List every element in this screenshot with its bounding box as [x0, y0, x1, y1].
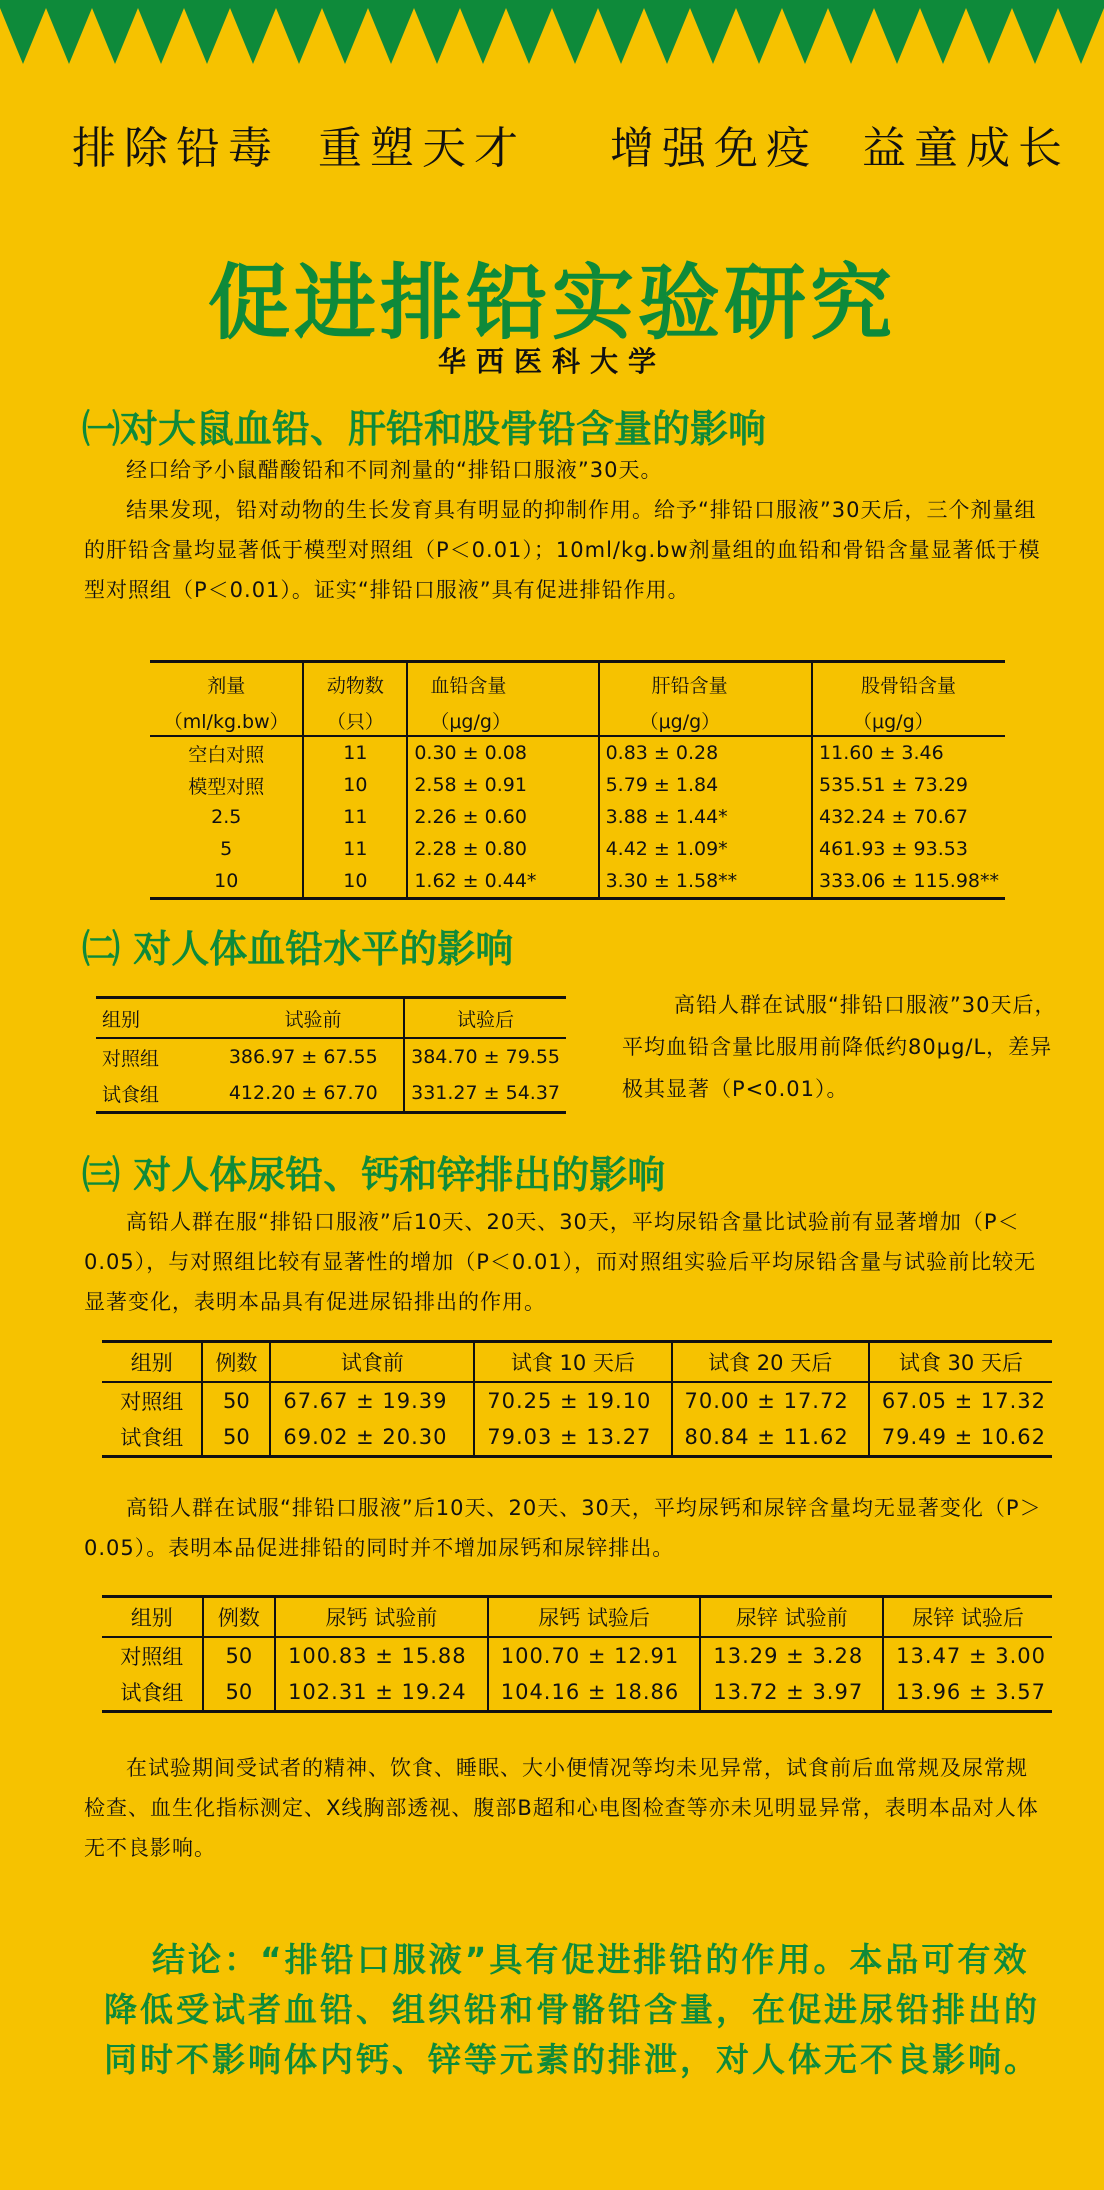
table-cell: 10	[303, 769, 407, 801]
table-header: 组别	[96, 998, 223, 1039]
slogan-2: 重塑天才	[318, 123, 526, 174]
slogan-3: 增强免疫	[610, 123, 818, 174]
conclusion-label: 结论：	[152, 1940, 260, 1979]
table-cell: 2.26 ± 0.60	[407, 801, 598, 833]
table-header: 组别	[102, 1597, 203, 1638]
table-cell: 80.84 ± 11.62	[672, 1419, 869, 1457]
table-header: 尿钙 试验后	[488, 1597, 701, 1638]
section3-paragraph: 高铅人群在试服“排铅口服液”后10天、20天、30天，平均尿钙和尿锌含量均无显著变化（P＞0.05）。表明本品促进排铅的同时并不增加尿钙和尿锌排出。	[84, 1496, 1042, 1560]
section1-paragraph: 结果发现，铅对动物的生长发育具有明显的抑制作用。给予“排铅口服液”30天后，三个剂量组的肝铅含量均显著低于模型对照组（P＜0.01）；10ml/kg.bw剂量组的血铅和骨铅含量显著低于模型对照组（P＜0.01）。证实“排铅口服液”具有促进排铅作用。	[84, 498, 1041, 602]
human-blood-lead-table	[96, 996, 566, 1114]
table-cell: 535.51 ± 73.29	[812, 769, 1005, 801]
zigzag-border	[0, 0, 1104, 78]
table-cell: 对照组	[120, 1390, 184, 1414]
table-cell: 5.79 ± 1.84	[599, 769, 812, 801]
table-cell: 104.16 ± 18.86	[488, 1674, 701, 1712]
table-cell: 67.67 ± 19.39	[270, 1382, 474, 1419]
section3-text-2	[84, 1488, 1044, 1568]
table-cell: 100.70 ± 12.91	[488, 1637, 701, 1674]
table-cell: 461.93 ± 93.53	[812, 833, 1005, 865]
table-row	[150, 801, 1005, 833]
table-cell: 3.30 ± 1.58**	[599, 865, 812, 899]
section3-heading: ㈢ 对人体尿铅、钙和锌排出的影响	[82, 1152, 666, 1197]
table-cell: 对照组	[102, 1047, 160, 1070]
table-row	[102, 1382, 1052, 1419]
table-cell: 412.20 ± 67.70	[228, 1082, 378, 1104]
table-cell: 5	[220, 838, 233, 860]
table-header: 尿锌 试验后	[883, 1597, 1052, 1638]
table-row	[96, 1038, 566, 1075]
section2-heading: ㈡ 对人体血铅水平的影响	[82, 926, 514, 971]
table-cell: 2.5	[211, 806, 242, 828]
page-title: 促进排铅实验研究	[207, 255, 896, 351]
page-subtitle: 华西医科大学	[437, 345, 666, 378]
table-row	[150, 833, 1005, 865]
table-cell: 79.03 ± 13.27	[474, 1419, 671, 1457]
table-header-unit: （μg/g）	[599, 705, 812, 736]
table-cell: 50	[203, 1674, 275, 1712]
section1-text	[84, 450, 1044, 610]
section3-paragraph: 高铅人群在服“排铅口服液”后10天、20天、30天，平均尿铅含量比试验前有显著增加（P＜0.05），与对照组比较有显著性的增加（P＜0.01），而对照组实验后平均尿铅含量与试验前比较无显著变化，表明本品具有促进尿铅排出的作用。	[84, 1210, 1037, 1314]
table-cell: 0.30 ± 0.08	[407, 736, 598, 769]
table-cell: 67.05 ± 17.32	[869, 1382, 1052, 1419]
table-cell: 10	[303, 865, 407, 899]
table-header: 试验后	[404, 998, 566, 1039]
table-row	[150, 736, 1005, 769]
table-cell: 试食组	[120, 1681, 184, 1705]
table-header: 试验前	[223, 998, 404, 1039]
table-cell: 11.60 ± 3.46	[812, 736, 1005, 769]
table-cell: 13.72 ± 3.97	[700, 1674, 883, 1712]
table-cell: 50	[202, 1382, 270, 1419]
table-cell: 试食组	[120, 1426, 184, 1450]
urine-calcium-zinc-table	[102, 1595, 1052, 1713]
conclusion	[104, 1935, 1044, 2085]
table-cell: 50	[202, 1419, 270, 1457]
table-header: 试食前	[270, 1342, 474, 1383]
table-row	[96, 1075, 566, 1113]
section3-text-3	[84, 1748, 1044, 1868]
table-cell: 70.00 ± 17.72	[672, 1382, 869, 1419]
table-cell: 13.29 ± 3.28	[700, 1637, 883, 1674]
table-cell: 432.24 ± 70.67	[812, 801, 1005, 833]
table-cell: 100.83 ± 15.88	[275, 1637, 488, 1674]
table-cell: 79.49 ± 10.62	[869, 1419, 1052, 1457]
table-cell: 11	[303, 833, 407, 865]
table-cell: 空白对照	[188, 743, 265, 766]
slogan-4: 益童成长	[862, 123, 1070, 174]
table-header: 组别	[102, 1342, 202, 1383]
table-cell: 70.25 ± 19.10	[474, 1382, 671, 1419]
table-cell: 4.42 ± 1.09*	[599, 833, 812, 865]
table-cell: 模型对照	[188, 775, 265, 798]
table-cell: 试食组	[102, 1083, 160, 1106]
table-header: 例数	[203, 1597, 275, 1638]
table-header: 尿钙 试验前	[275, 1597, 488, 1638]
table-cell: 102.31 ± 19.24	[275, 1674, 488, 1712]
table-header: 肝铅含量	[599, 662, 812, 706]
table-cell: 13.47 ± 3.00	[883, 1637, 1052, 1674]
table-cell: 11	[303, 801, 407, 833]
table-cell: 0.83 ± 0.28	[599, 736, 812, 769]
table-cell: 11	[303, 736, 407, 769]
table-header: 试食 20 天后	[672, 1342, 869, 1383]
table-cell: 2.58 ± 0.91	[407, 769, 598, 801]
table-header: 试食 10 天后	[474, 1342, 671, 1383]
table-cell: 50	[203, 1637, 275, 1674]
table-row	[102, 1637, 1052, 1674]
slogan-1: 排除铅毒	[72, 123, 280, 174]
table-header-unit: （μg/g）	[407, 705, 598, 736]
table-cell: 386.97 ± 67.55	[228, 1046, 378, 1068]
table-header: 剂量	[207, 674, 246, 697]
section2-paragraph: 高铅人群在试服“排铅口服液”30天后，平均血铅含量比服用前降低约80μg/L，差异极其显著（P<0.01）。	[622, 993, 1057, 1101]
table-row	[102, 1674, 1052, 1712]
table-cell: 331.27 ± 54.37	[404, 1075, 566, 1113]
table-row	[102, 1419, 1052, 1457]
table-cell: 对照组	[120, 1645, 184, 1669]
table-cell: 333.06 ± 115.98**	[812, 865, 1005, 899]
section1-paragraph: 经口给予小鼠醋酸铅和不同剂量的“排铅口服液”30天。	[126, 458, 663, 482]
table-header: 股骨铅含量	[812, 662, 1005, 706]
table-header-unit: （只）	[303, 705, 407, 736]
table-header: 试食 30 天后	[869, 1342, 1052, 1383]
table-header-unit: （ml/kg.bw）	[150, 705, 303, 736]
urine-lead-table	[102, 1340, 1052, 1458]
table-cell: 3.88 ± 1.44*	[599, 801, 812, 833]
rat-lead-table	[150, 660, 1005, 900]
table-cell: 69.02 ± 20.30	[270, 1419, 474, 1457]
conclusion-text: “排铅口服液”具有促进排铅的作用。本品可有效降低受试者血铅、组织铅和骨骼铅含量，在促进尿铅排出的同时不影响体内钙、锌等元素的排泄，对人体无不良影响。	[104, 1940, 1040, 2079]
section2-text	[622, 984, 1062, 1110]
table-header: 动物数	[303, 662, 407, 706]
section3-text-1	[84, 1202, 1044, 1322]
table-row	[150, 865, 1005, 899]
table-cell: 13.96 ± 3.57	[883, 1674, 1052, 1712]
table-row	[150, 769, 1005, 801]
table-cell: 1.62 ± 0.44*	[407, 865, 598, 899]
table-header: 尿锌 试验前	[700, 1597, 883, 1638]
table-cell: 10	[214, 870, 239, 892]
section1-heading: ㈠对大鼠血铅、肝铅和股骨铅含量的影响	[82, 406, 767, 451]
section3-paragraph: 在试验期间受试者的精神、饮食、睡眠、大小便情况等均未见异常，试食前后血常规及尿常规检查、血生化指标测定、X线胸部透视、腹部B超和心电图检查等亦未见明显异常，表明本品对人体无不良影响。	[84, 1756, 1039, 1860]
table-header: 例数	[202, 1342, 270, 1383]
table-header-unit: （μg/g）	[812, 705, 1005, 736]
table-cell: 384.70 ± 79.55	[404, 1038, 566, 1075]
table-cell: 2.28 ± 0.80	[407, 833, 598, 865]
table-header: 血铅含量	[407, 662, 598, 706]
